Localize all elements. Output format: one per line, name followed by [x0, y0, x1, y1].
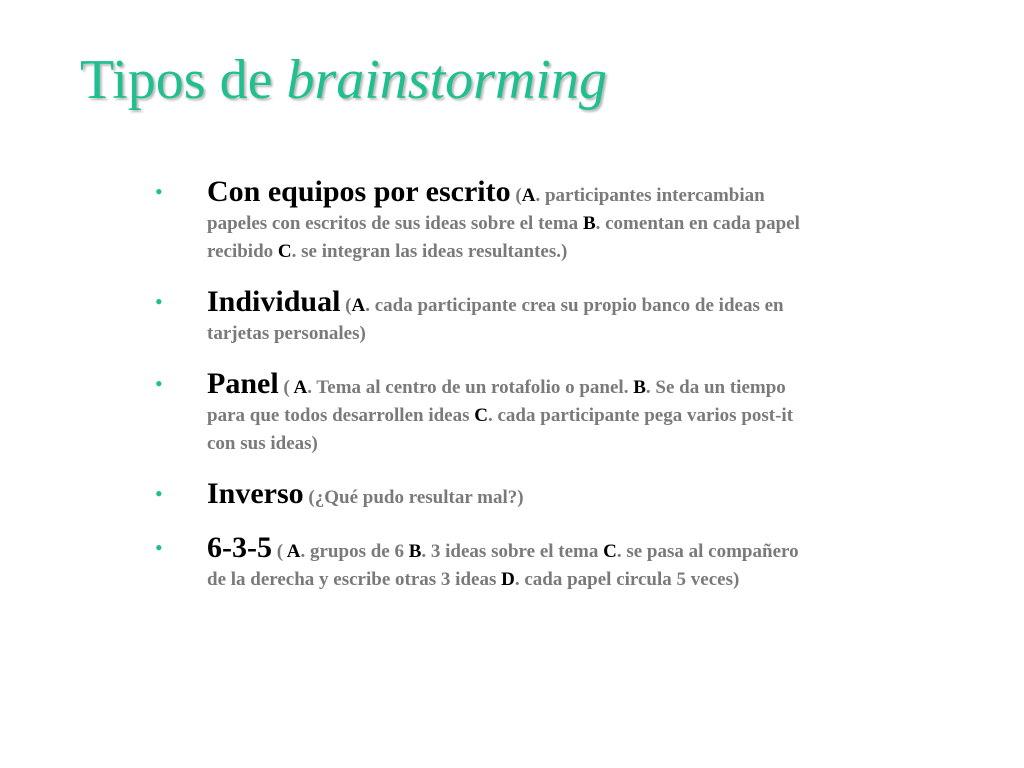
- step-letter: A: [286, 541, 301, 562]
- item-detail: . 3 ideas sobre el tema: [421, 541, 604, 562]
- step-letter: B: [633, 377, 646, 398]
- step-letter: B: [582, 213, 596, 234]
- item-detail: (: [278, 377, 294, 398]
- item-detail: . grupos de 6: [300, 541, 409, 562]
- list-item: [150, 367, 810, 458]
- step-letter: A: [293, 377, 308, 398]
- brainstorming-types-list: [150, 175, 810, 616]
- item-heading: 6-3-5: [207, 531, 272, 564]
- slide-title-text: Tipos de: [80, 49, 287, 111]
- item-detail: . cada papel circula 5 veces): [514, 569, 740, 590]
- item-detail: . participantes intercambian papeles con escritos de sus ideas sobre el tema: [207, 185, 765, 234]
- item-detail: (: [340, 295, 352, 316]
- step-letter: A: [351, 295, 366, 316]
- item-detail: . cada participante pega varios post-it con sus ideas): [207, 405, 794, 454]
- item-heading: Panel: [207, 367, 279, 400]
- list-item: [150, 477, 810, 512]
- step-letter: A: [521, 185, 536, 206]
- list-item: [150, 175, 810, 266]
- step-letter: C: [603, 541, 617, 562]
- item-detail: . se pasa al compañero de la derecha y escribe otras 3 ideas: [207, 541, 799, 590]
- item-detail: . se integran las ideas resultantes.): [291, 241, 568, 262]
- step-letter: D: [501, 569, 515, 590]
- item-heading: Con equipos por escrito: [207, 175, 511, 208]
- step-letter: C: [277, 241, 292, 262]
- item-detail: (: [510, 185, 522, 206]
- list-item: [150, 285, 810, 348]
- bullet-icon: •: [155, 179, 163, 204]
- bullet-icon: •: [155, 289, 163, 314]
- step-letter: B: [408, 541, 422, 562]
- item-detail: (¿Qué pudo resultar mal?): [303, 487, 524, 508]
- slide-title-emphasis: brainstorming: [286, 49, 607, 111]
- item-detail: . Se da un tiempo para que todos desarrollen ideas: [207, 377, 786, 426]
- item-detail: . cada participante crea su propio banco de ideas en tarjetas personales): [207, 295, 784, 344]
- list-item: [150, 531, 810, 594]
- item-detail: . Tema al centro de un rotafolio o panel.: [307, 377, 634, 398]
- slide-title: [80, 50, 607, 112]
- item-detail: . comentan en cada papel recibido: [207, 213, 800, 262]
- step-letter: C: [474, 405, 488, 426]
- item-heading: Individual: [207, 285, 341, 318]
- bullet-icon: •: [155, 535, 163, 560]
- bullet-icon: •: [155, 371, 163, 396]
- bullet-icon: •: [155, 481, 163, 506]
- item-heading: Inverso: [207, 477, 304, 510]
- item-detail: (: [271, 541, 287, 562]
